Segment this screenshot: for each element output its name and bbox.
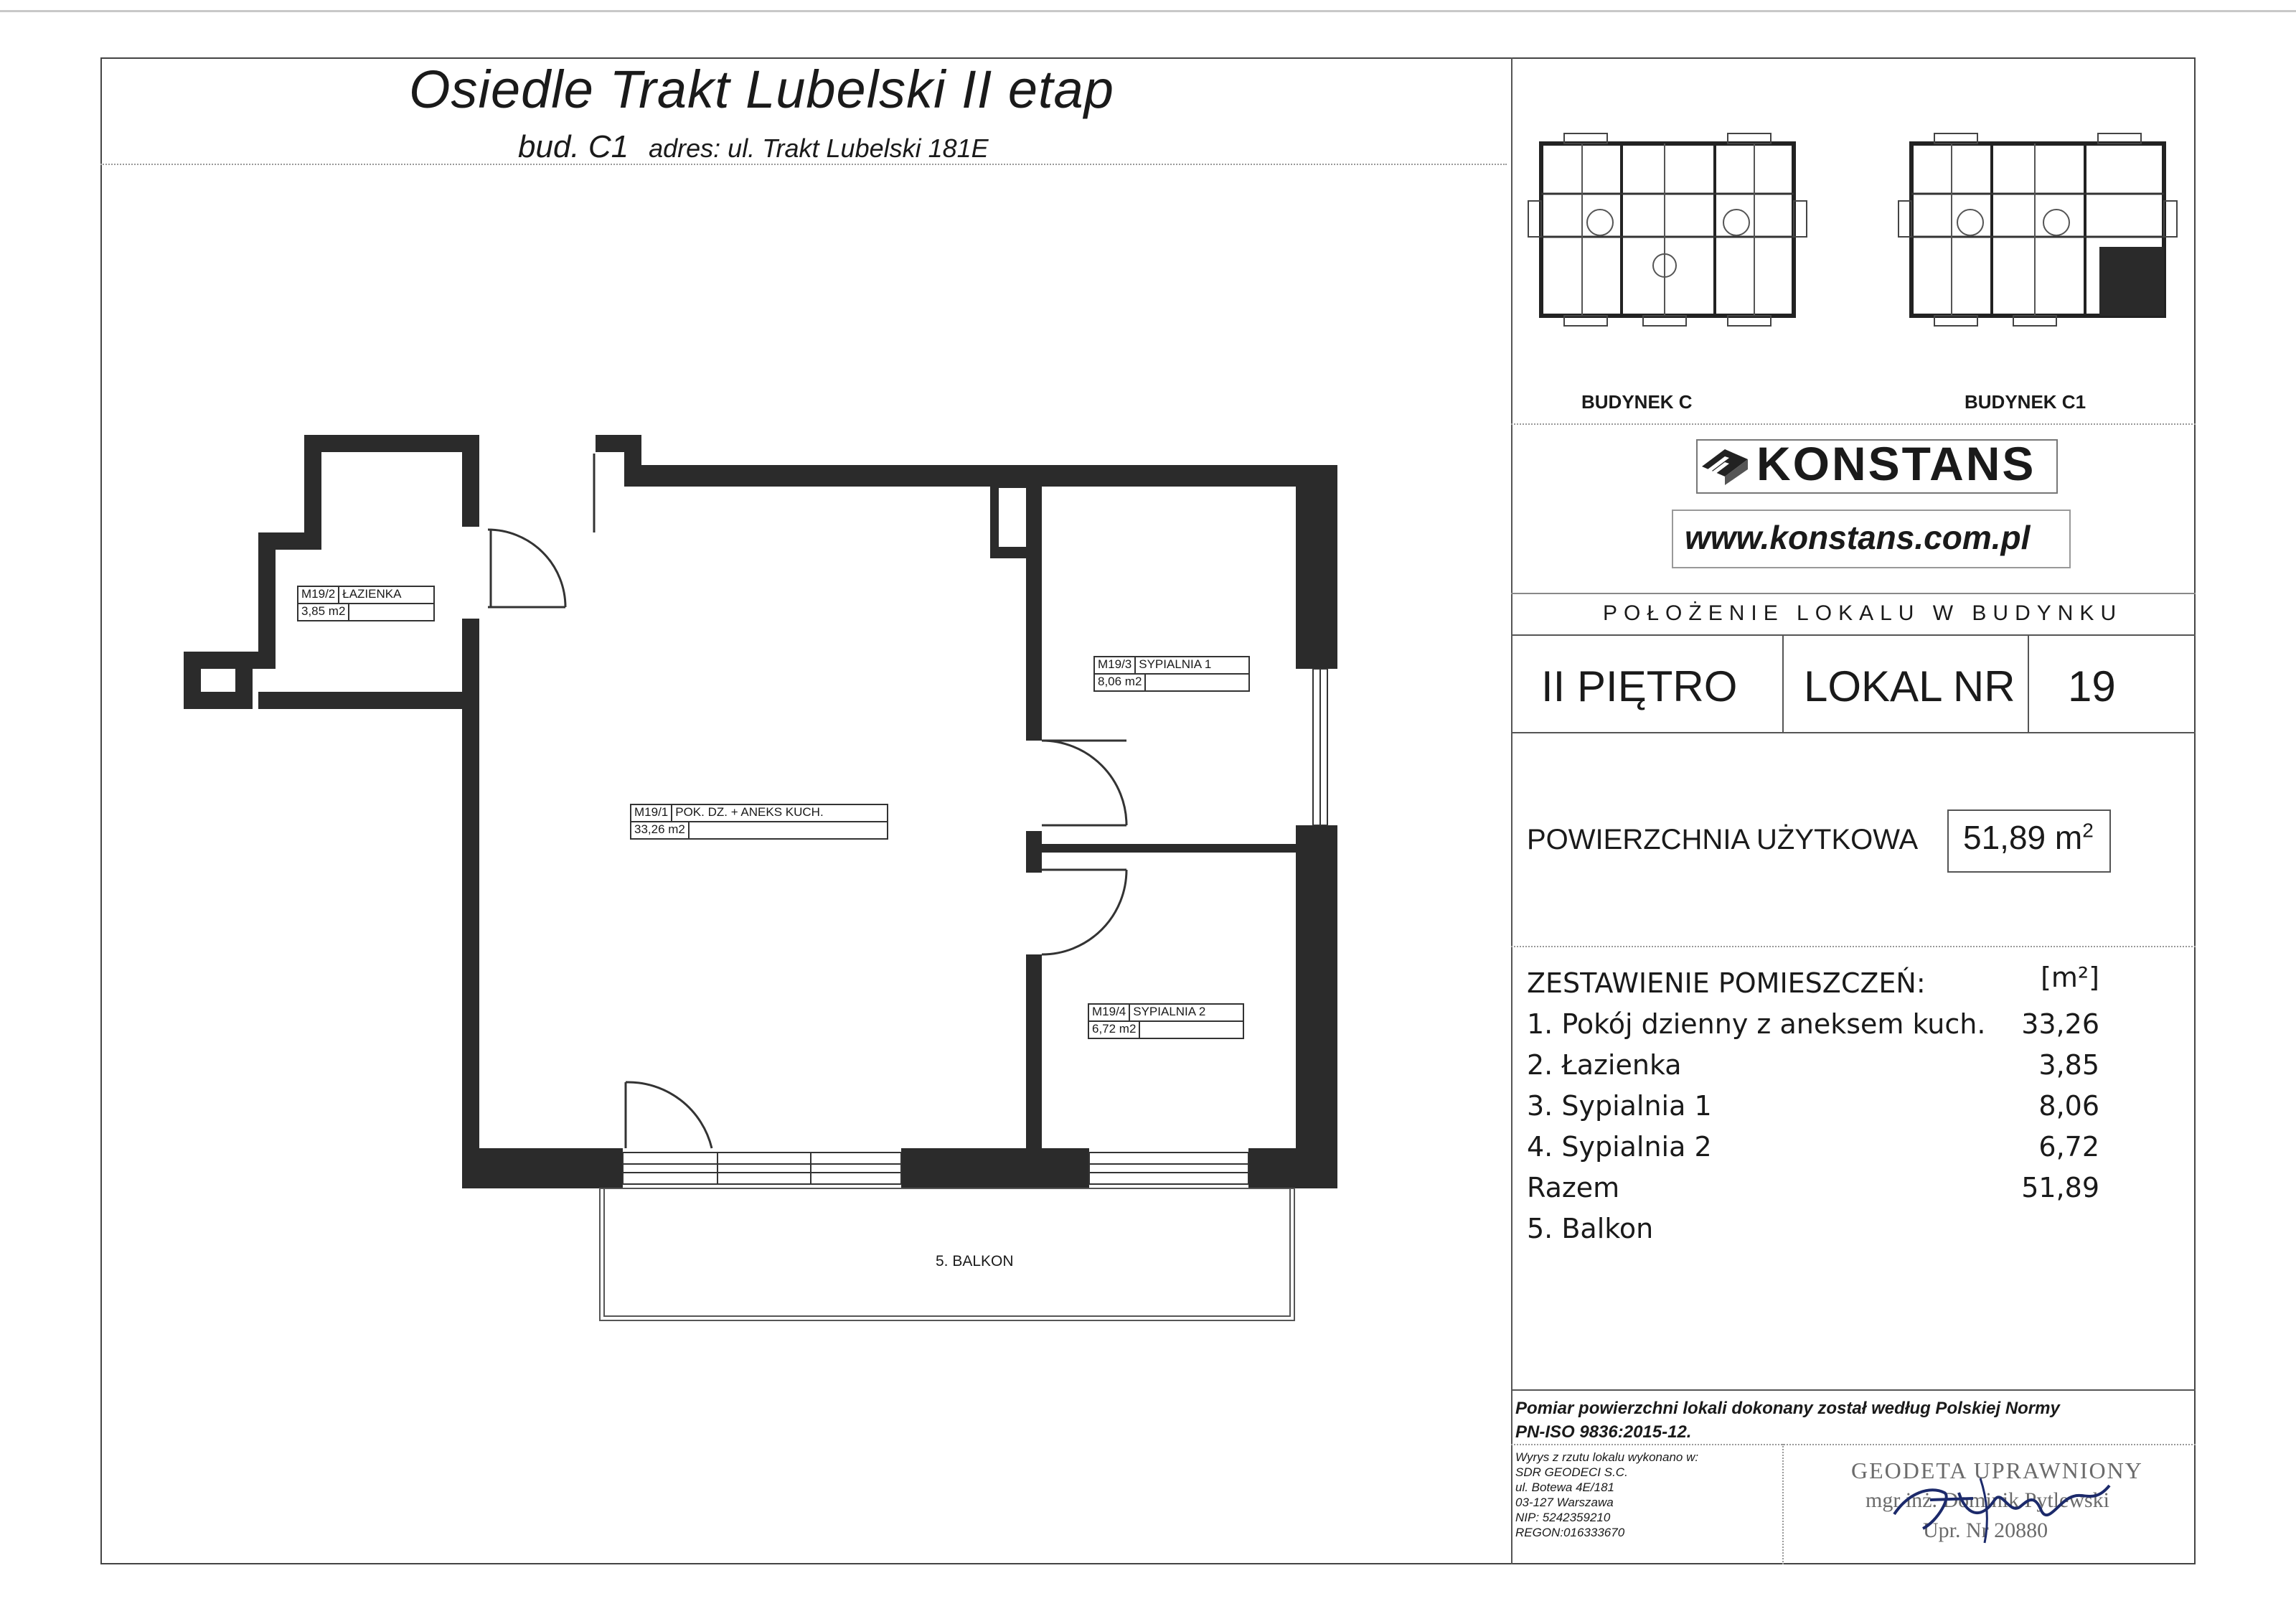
building-c-label: BUDYNEK C (1581, 391, 1693, 413)
divider-area (1511, 946, 2196, 947)
highlighted-unit (2099, 247, 2164, 316)
room-label-living: M19/1 POK. DZ. + ANEKS KUCH. 33,26 m2 (630, 804, 888, 840)
rooms-unit: [m²] (2041, 962, 2099, 993)
divider-note (1511, 1444, 2196, 1445)
building-c1-label: BUDYNEK C1 (1965, 391, 2086, 413)
room-item-value: 8,06 (2038, 1090, 2099, 1122)
surveyor-stamp: GEODETA UPRAWNIONY mgr inż. Dominik Pytlewski Upr. Nr 20880 (1851, 1458, 2143, 1542)
floor-label: II PIĘTRO (1541, 662, 1738, 710)
prepared-by: Wyrys z rzutu lokalu wykonano w: SDR GEODECI S.C. ul. Botewa 4E/181 03-127 Warszawa NIP: 5242359210 REGON:016333670 (1515, 1450, 1699, 1539)
room-label-balcony: 5. BALKON (936, 1253, 1014, 1269)
building-c-plan (1521, 129, 1837, 337)
unit-label: LOKAL NR (1804, 662, 2015, 710)
room-item-name: 2. Łazienka (1527, 1049, 1682, 1081)
usable-area-label: POWIERZCHNIA UŻYTKOWA (1527, 824, 1919, 855)
measurement-note: Pomiar powierzchni lokali dokonany został według Polskiej Normy PN-ISO 9836:2015-12. (1515, 1399, 2060, 1442)
building-code: bud. C1 (518, 129, 629, 164)
brand-name: KONSTANS (1756, 437, 2036, 490)
divider-brand (1511, 593, 2196, 594)
room-item-name: Razem (1527, 1172, 1620, 1203)
divider-location-head (1511, 634, 2196, 636)
room-item-value: 3,85 (2038, 1049, 2099, 1081)
room-item-name: 5. Balkon (1527, 1213, 1654, 1244)
room-label-bedroom-2: M19/4 SYPIALNIA 2 6,72 m2 (1088, 1003, 1244, 1039)
room-item-name: 3. Sypialnia 1 (1527, 1090, 1712, 1122)
divider-summary (1511, 1389, 2196, 1391)
room-item-value: 33,26 (2021, 1008, 2099, 1040)
website-link[interactable]: www.konstans.com.pl (1685, 519, 2031, 556)
divider-floor (1782, 634, 1784, 732)
room-label-bedroom-1: M19/3 SYPIALNIA 1 8,06 m2 (1093, 656, 1250, 692)
signature (1880, 1471, 2138, 1550)
location-heading: POŁOŻENIE LOKALU W BUDYNKU (1603, 601, 2123, 625)
room-item-name: 1. Pokój dzienny z aneksem kuch. (1527, 1008, 1986, 1040)
right-panel-divider (1511, 57, 1512, 1564)
usable-area-value: 51,89 $m^2$ (1963, 819, 2094, 856)
building-c1-plan (1887, 129, 2188, 337)
unit-number: 19 (2068, 662, 2116, 710)
room-label-bathroom: M19/2 ŁAZIENKA 3,85 m2 (297, 586, 435, 621)
page-title: Osiedle Trakt Lubelski II etap (409, 60, 1114, 119)
windows (623, 669, 1327, 1184)
divider-buildings (1511, 423, 2196, 425)
konstans-logo-icon (1700, 445, 1751, 487)
rooms-heading: ZESTAWIENIE POMIESZCZEŃ: (1527, 967, 1926, 999)
divider-footer (1782, 1444, 1784, 1564)
divider-unit (2028, 634, 2029, 732)
address: adres: ul. Trakt Lubelski 181E (649, 133, 989, 163)
room-item-value: 51,89 (2021, 1172, 2099, 1203)
divider-floor-row (1511, 732, 2196, 733)
room-item-name: 4. Sypialnia 2 (1527, 1131, 1712, 1163)
room-item-value: 6,72 (2038, 1131, 2099, 1163)
